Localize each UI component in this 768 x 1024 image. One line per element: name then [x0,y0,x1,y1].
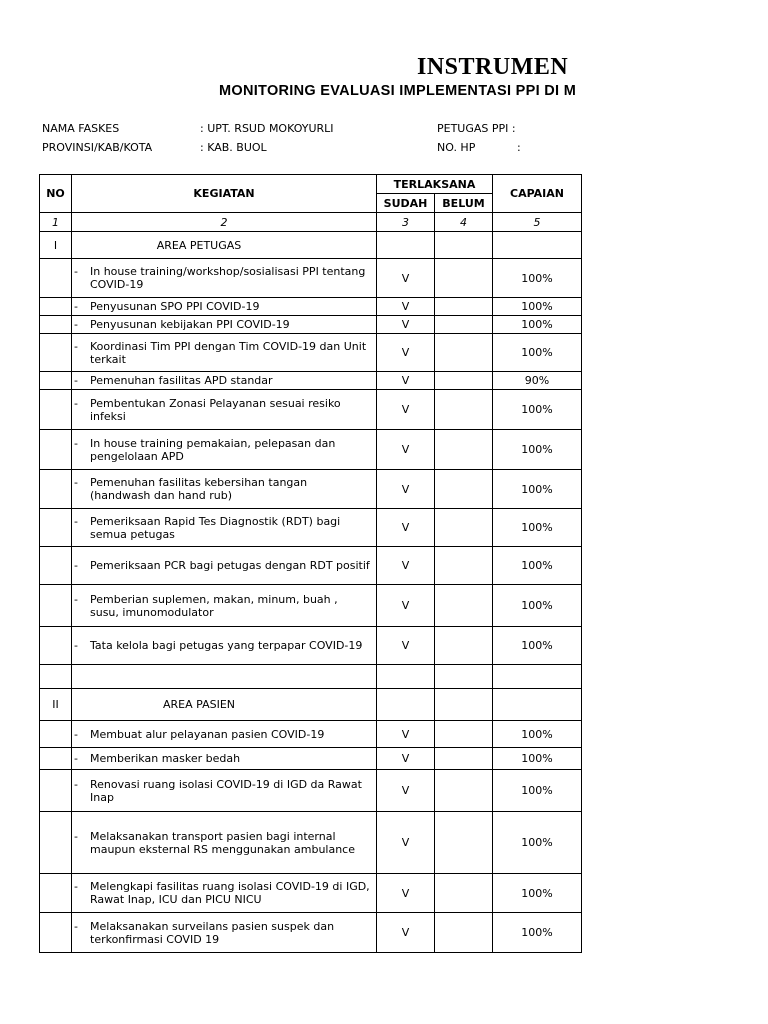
belum-cell [435,585,493,627]
capaian-value: 100% [493,470,582,509]
index-cell: 2 [72,213,377,232]
belum-cell [435,874,493,913]
belum-cell [435,748,493,770]
table-row [40,874,582,913]
table-row [40,390,582,430]
petugas-ppi-label: PETUGAS PPI : [437,122,516,135]
belum-cell [435,259,493,298]
table-row [40,316,582,334]
sudah-check: V [377,372,435,390]
sudah-check: V [377,913,435,953]
bullet-dash: - [74,436,78,450]
monitoring-table [39,174,582,953]
capaian-value: 100% [493,509,582,547]
index-cell: 3 [377,213,435,232]
bullet-dash: - [74,559,78,572]
table-row [40,298,582,316]
no-hp-label: NO. HP [437,141,476,154]
table-row [40,627,582,665]
belum-cell [435,430,493,470]
capaian-value: 100% [493,627,582,665]
capaian-value: 100% [493,298,582,316]
belum-cell [435,470,493,509]
bullet-dash: - [74,265,78,278]
belum-cell [435,509,493,547]
capaian-value: 100% [493,430,582,470]
activity-text: In house training pemakaian, pelepasan dan pengelolaan APD [90,436,336,463]
capaian-value: 100% [493,812,582,874]
index-cell: 1 [40,213,72,232]
activity-text: Pemeriksaan Rapid Tes Diagnostik (RDT) bagi semua petugas [90,514,341,541]
area-row [40,232,582,259]
area-title: AREA PASIEN [163,698,235,711]
activity-text: Pemberian suplemen, makan, minum, buah , susu, imunomodulator [90,592,338,619]
belum-cell [435,390,493,430]
activity-text: Koordinasi Tim PPI dengan Tim COVID-19 dan Unit terkait [90,339,367,366]
table-row [40,748,582,770]
activity-text: Pemenuhan fasilitas kebersihan tangan (handwash dan hand rub) [90,476,308,502]
activity-text: Melaksanakan surveilans pasien suspek dan terkonfirmasi COVID 19 [90,919,335,946]
sudah-check: V [377,547,435,585]
bullet-dash: - [74,592,78,606]
table-row [40,913,582,953]
area-row [40,689,582,721]
table-row [40,812,582,874]
belum-cell [435,316,493,334]
bullet-dash: - [74,752,78,765]
activity-text: Pemenuhan fasilitas APD standar [90,374,273,387]
empty-row [40,665,582,689]
header-kegiatan: KEGIATAN [72,175,377,213]
sudah-check: V [377,298,435,316]
activity-text: Membuat alur pelayanan pasien COVID-19 [90,727,325,741]
activity-text: Melaksanakan transport pasien bagi internal maupun eksternal RS menggunakan ambulance [90,829,355,856]
nama-faskes-label: NAMA FASKES [42,122,120,135]
sudah-check: V [377,874,435,913]
sudah-check: V [377,334,435,372]
table-row [40,509,582,547]
activity-text: Penyusunan kebijakan PPI COVID-19 [90,318,290,331]
belum-cell [435,913,493,953]
bullet-dash: - [74,339,78,353]
capaian-value: 100% [493,334,582,372]
bullet-dash: - [74,318,78,331]
bullet-dash: - [74,727,78,741]
bullet-dash: - [74,829,78,843]
sudah-check: V [377,509,435,547]
sudah-check: V [377,316,435,334]
table-row [40,430,582,470]
header-terlaksana: TERLAKSANA [377,175,493,194]
bullet-dash: - [74,639,78,652]
capaian-value: 90% [493,372,582,390]
activity-text: Pemeriksaan PCR bagi petugas dengan RDT positif [90,559,370,572]
bullet-dash: - [74,396,78,410]
table-row [40,585,582,627]
belum-cell [435,770,493,812]
header-no: NO [40,175,72,213]
bullet-dash: - [74,880,78,893]
sudah-check: V [377,812,435,874]
activity-text: Pembentukan Zonasi Pelayanan sesuai resiko infeksi [90,396,341,423]
belum-cell [435,334,493,372]
nama-faskes-value: : UPT. RSUD MOKOYURLI [200,122,334,135]
document-subtitle: MONITORING EVALUASI IMPLEMENTASI PPI DI M [219,83,577,99]
sudah-check: V [377,259,435,298]
activity-text: Memberikan masker bedah [90,752,241,765]
provinsi-label: PROVINSI/KAB/KOTA [42,141,153,154]
sudah-check: V [377,748,435,770]
belum-cell [435,298,493,316]
belum-cell [435,627,493,665]
index-cell: 5 [493,213,582,232]
activity-text: Tata kelola bagi petugas yang terpapar COVID-19 [90,639,363,652]
capaian-value: 100% [493,721,582,748]
area-number: II [40,689,72,721]
index-cell: 4 [435,213,493,232]
table-row [40,770,582,812]
area-title: AREA PETUGAS [156,238,242,252]
capaian-value: 100% [493,259,582,298]
capaian-value: 100% [493,748,582,770]
activity-text: Penyusunan SPO PPI COVID-19 [90,300,260,313]
capaian-value: 100% [493,547,582,585]
sudah-check: V [377,770,435,812]
bullet-dash: - [74,777,78,791]
table-row [40,334,582,372]
table-row [40,372,582,390]
bullet-dash: - [74,919,78,933]
belum-cell [435,547,493,585]
no-hp-value: : [517,141,521,154]
sudah-check: V [377,721,435,748]
table-row [40,259,582,298]
sudah-check: V [377,470,435,509]
capaian-value: 100% [493,913,582,953]
table-row [40,470,582,509]
bullet-dash: - [74,476,78,489]
bullet-dash: - [74,374,78,387]
sudah-check: V [377,627,435,665]
header-capaian: CAPAIAN [493,175,582,213]
activity-text: Melengkapi fasilitas ruang isolasi COVID-19 di IGD, Rawat Inap, ICU dan PICU NICU [90,880,370,906]
capaian-value: 100% [493,390,582,430]
sudah-check: V [377,585,435,627]
document-title: INSTRUMEN [417,54,569,80]
provinsi-value: : KAB. BUOL [200,141,267,154]
sudah-check: V [377,390,435,430]
header-belum: BELUM [435,194,493,213]
sudah-check: V [377,430,435,470]
capaian-value: 100% [493,316,582,334]
area-number: I [40,232,72,259]
belum-cell [435,812,493,874]
activity-text: In house training/workshop/sosialisasi PPI tentang COVID-19 [90,265,366,291]
bullet-dash: - [74,300,78,313]
activity-text: Renovasi ruang isolasi COVID-19 di IGD da Rawat Inap [90,777,362,804]
capaian-value: 100% [493,770,582,812]
bullet-dash: - [74,514,78,528]
belum-cell [435,372,493,390]
table-row [40,547,582,585]
capaian-value: 100% [493,585,582,627]
belum-cell [435,721,493,748]
table-row [40,721,582,748]
capaian-value: 100% [493,874,582,913]
header-sudah: SUDAH [377,194,435,213]
